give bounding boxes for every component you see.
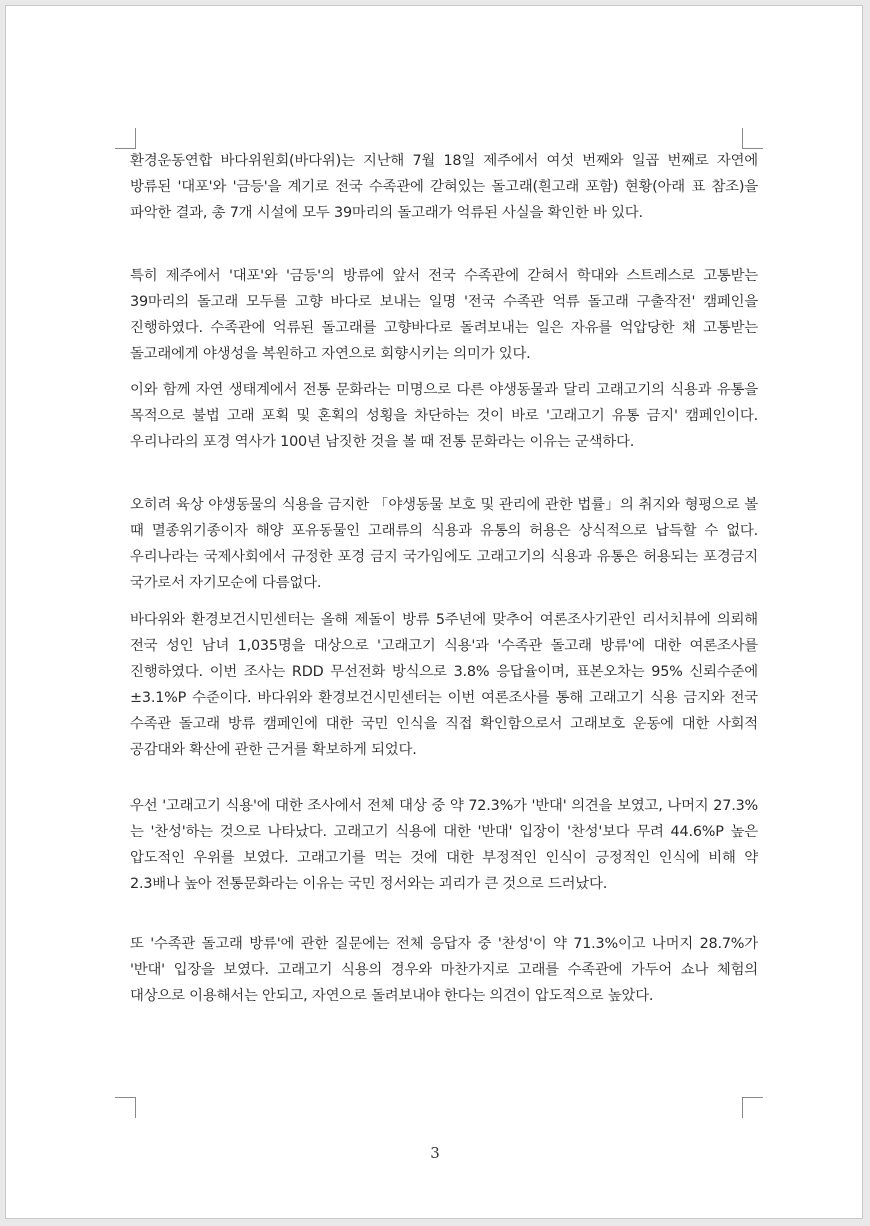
crop-mark-bottom-right	[742, 1097, 763, 1118]
body-paragraph-2: 특히 제주에서 '대포'와 '금등'의 방류에 앞서 전국 수족관에 갇혀서 학대와 스트레스로 고통받는 39마리의 돌고래 모두를 고향 바다로 보내는 일명 '전국 수족관 억류 돌고래 구출작전' 캠페인을 진행하였다. 수족관에 억류된 돌고래를 고향바다로 돌려보내는 일은 자유를 억압당한 채 고통받는 돌고래에게 야생성을 복원하고 자연으로 회향시키는 의미가 있다.	[130, 268, 758, 362]
body-paragraph-1: 환경운동연합 바다위원회(바다위)는 지난해 7월 18일 제주에서 여섯 번째와 일곱 번째로 자연에 방류된 '대포'와 '금등'을 계기로 전국 수족관에 갇혀있는 돌고래(흰고래 포함) 현황(아래 표 참조)을 파악한 결과, 총 7개 시설에 모두 39마리의 돌고래가 억류된 사실을 확인한 바 있다.	[130, 153, 758, 221]
body-paragraph-3: 이와 함께 자연 생태계에서 전통 문화라는 미명으로 다른 야생동물과 달리 고래고기의 식용과 유통을 목적으로 불법 고래 포획 및 혼획의 성횡을 차단하는 것이 바로 '고래고기 유통 금지' 캠페인이다. 우리나라의 포경 역사가 100년 남짓한 것을 볼 때 전통 문화라는 이유는 군색하다.	[130, 382, 758, 450]
page-number: 3	[430, 1144, 440, 1162]
body-paragraph-7: 또 '수족관 돌고래 방류'에 관한 질문에는 전체 응답자 중 '찬성'이 약 71.3%이고 나머지 28.7%가 '반대' 입장을 보였다. 고래고기 식용의 경우와 마찬가지로 고래를 수족관에 가두어 쇼나 체험의 대상으로 이용해서는 안되고, 자연으로 돌려보내야 한다는 의견이 압도적으로 높았다.	[130, 936, 758, 1004]
body-paragraph-4: 오히려 육상 야생동물의 식용을 금지한 「야생동물 보호 및 관리에 관한 법률」의 취지와 형평으로 볼 때 멸종위기종이자 해양 포유동물인 고래류의 식용과 유통의 허용은 상식적으로 납득할 수 없다. 우리나라는 국제사회에서 규정한 포경 금지 국가임에도 고래고기의 식용과 유통은 허용되는 포경금지 국가로서 자기모순에 다름없다.	[130, 497, 758, 591]
crop-mark-top-left	[115, 128, 136, 149]
body-paragraph-5: 바다위와 환경보건시민센터는 올해 제돌이 방류 5주년에 맞추어 여론조사기관인 리서치뷰에 의뢰해 전국 성인 남녀 1,035명을 대상으로 '고래고기 식용'과 '수족관 돌고래 방류'에 대한 여론조사를 진행하였다. 이번 조사는 RDD 무선전화 방식으로 3.8% 응답율이며, 표본오차는 95% 신뢰수준에 ±3.1%P 수준이다. 바다위와 환경보건시민센터는 이번 여론조사를 통해 고래고기 식용 금지와 전국 수족관 돌고래 방류 캠페인에 대한 국민 인식을 직접 확인함으로서 고래보호 운동에 대한 사회적 공감대와 확산에 관한 근거를 확보하게 되었다.	[130, 612, 758, 758]
crop-mark-bottom-left	[115, 1097, 136, 1118]
document-page	[5, 5, 863, 1219]
body-paragraph-6: 우선 '고래고기 식용'에 대한 조사에서 전체 대상 중 약 72.3%가 '반대' 의견을 보였고, 나머지 27.3%는 '찬성'하는 것으로 나타났다. 고래고기 식용에 대한 '반대' 입장이 '찬성'보다 무려 44.6%P 높은 압도적인 우위를 보였다. 고래고기를 먹는 것에 대한 부정적인 인식이 긍정적인 인식에 비해 약 2.3배나 높아 전통문화라는 이유는 국민 정서와는 괴리가 큰 것으로 드러났다.	[130, 798, 758, 892]
crop-mark-top-right	[742, 128, 763, 149]
